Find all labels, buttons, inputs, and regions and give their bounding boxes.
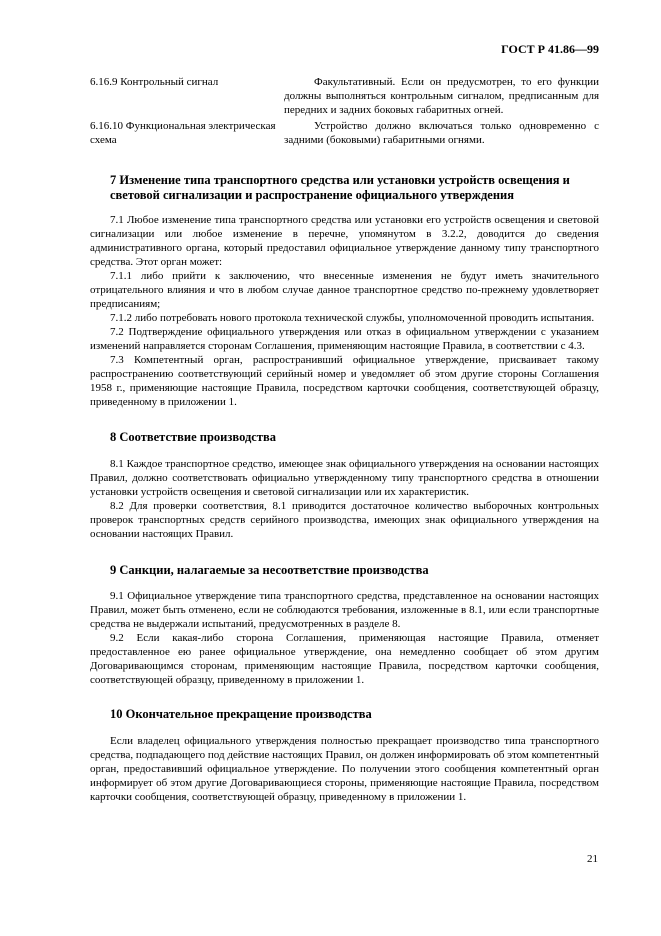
document-body — [90, 75, 599, 804]
section-heading: 9 Санкции, налагаемые за несоответствие производства — [110, 563, 429, 577]
paragraph: 9.1 Официальное утверждение типа транспортного средства, представленное на основании настоящих Правил, может быть отменено, если не соблюдаются требования, изложенные в 8.1, или если транспортные средства не выдержали испытаний, предусмотренных в разделе 8. — [90, 590, 599, 630]
paragraph: 8.2 Для проверки соответствия, 8.1 приводится достаточное количество выборочных контрольных проверок транспортных средств серийного производства, имеющих знак официального утверждения на основании настоящих Правил. — [90, 500, 599, 540]
section-heading: 8 Соответствие производства — [110, 430, 276, 444]
paragraph: 7.3 Компетентный орган, распространивший официальное утверждение, присваивает такому распространению соответствующий серийный номер и уведомляет об этом другие стороны Соглашения 1958 г., применяющие настоящие Правила, посредством карточки сообщения, соответствующей образцу, приведенному в приложении 1. — [90, 354, 599, 408]
paragraph: 7.1.1 либо прийти к заключению, что внесенные изменения не будут иметь значительного отрицательного влияния и что в любом случае данное транспортное средство по-прежнему удовлетворяет предписаниям; — [90, 270, 599, 310]
paragraph: 8.1 Каждое транспортное средство, имеющее знак официального утверждения на основании настоящих Правил, должно соответствовать официально утвержденному типу транспортного средства в отношении установки устройств освещения и световой сигнализации или их характеристик. — [90, 458, 599, 498]
paragraph: Если владелец официального утверждения полностью прекращает производство типа транспортного средства, подпадающего под действие настоящих Правил, он должен информировать об этом компетентный орган, предоставивший официальное утверждение. По получении этого сообщения компетентный орган информирует об этом другие Договаривающиеся стороны, применяющие настоящие Правила, посредством карточки сообщения, соответствующей образцу, приведенному в приложении 1. — [90, 735, 599, 803]
section-heading: 10 Окончательное прекращение производства — [110, 707, 372, 721]
definition-term: 6.16.10 Функциональная электрическая схема — [90, 120, 276, 146]
definition-desc: Устройство должно включаться только одновременно с задними (боковыми) габаритными огнями. — [284, 120, 599, 146]
definition-row — [90, 119, 599, 147]
paragraph: 7.1.2 либо потребовать нового протокола технической службы, уполномоченной проводить испытания. — [110, 312, 595, 324]
definition-row — [90, 75, 599, 117]
document-header: ГОСТ Р 41.86—99 — [501, 42, 599, 56]
paragraph: 7.2 Подтверждение официального утверждения или отказ в официальном утверждении с указанием изменений направляется сторонам Соглашения, применяющим настоящие Правила, в соответствии с 4.3. — [90, 326, 599, 352]
definition-desc: Факультативный. Если он предусмотрен, то его функции должны выполняться контрольным сигналом, предписанным для передних и задних боковых габаритных огней. — [284, 76, 599, 116]
paragraph: 7.1 Любое изменение типа транспортного средства или установки его устройств освещения и световой сигнализации или любое изменение в перечне, упомянутом в 3.2.2, доводится до сведения административного органа, который предоставил официальное утверждение данному типу транспортного средства. Этот орган может: — [90, 214, 599, 268]
paragraph: 9.2 Если какая-либо сторона Соглашения, применяющая настоящие Правила, отменяет предоставленное ею ранее официальное утверждение, она немедленно сообщает об этом другим Договаривающимся сторонам, применяющим настоящие Правила, посредством карточки сообщения, соответствующей образцу, приведенному в приложении 1. — [90, 632, 599, 686]
section-heading: 7 Изменение типа транспортного средства или установки устройств освещения и световой сигнализации и распространение официального утверждения — [110, 173, 570, 202]
page-number: 21 — [587, 853, 598, 865]
definition-term: 6.16.9 Контрольный сигнал — [90, 76, 219, 88]
